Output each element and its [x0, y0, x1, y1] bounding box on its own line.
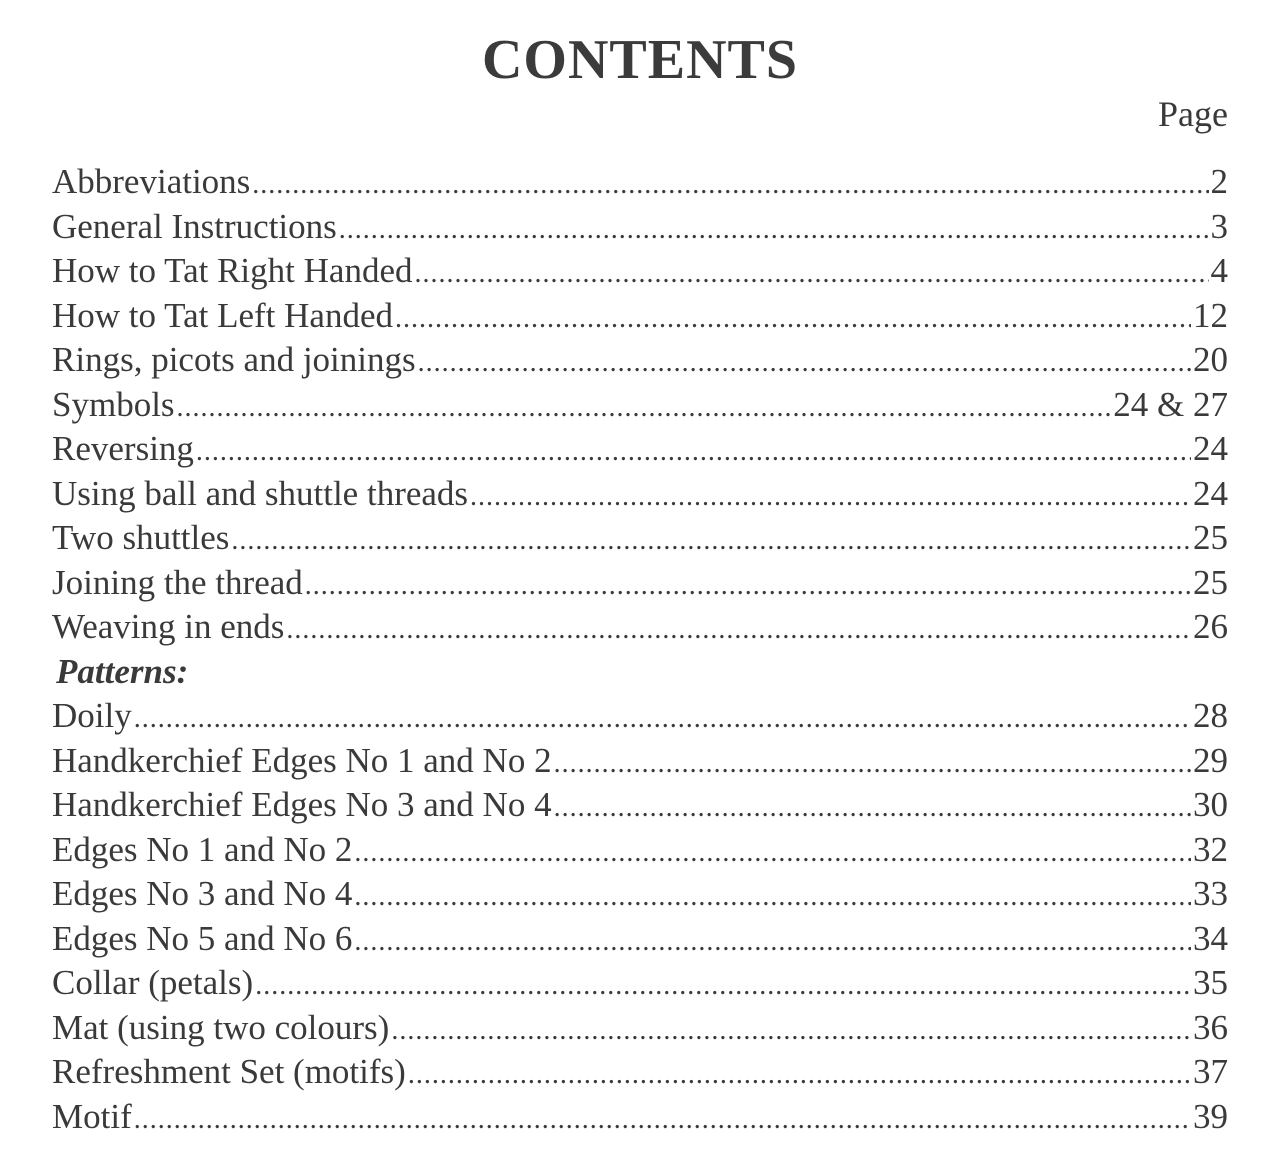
table-of-contents — [52, 160, 1228, 1139]
toc-entry-label: Motif — [52, 1096, 132, 1136]
dot-leader — [354, 920, 1191, 965]
toc-entry-label: Doily — [52, 696, 132, 735]
toc-entry-label: Joining the thread — [52, 562, 303, 602]
dot-leader — [554, 786, 1191, 831]
toc-entry-page-number: 12 — [1193, 295, 1228, 335]
toc-entry-label: Using ball and shuttle threads — [52, 473, 469, 513]
toc-entry — [52, 160, 1228, 205]
toc-entry-page-number: 37 — [1193, 1052, 1228, 1091]
dot-leader — [391, 1009, 1191, 1054]
toc-entry — [52, 1050, 1228, 1095]
toc-entry-page-number: 33 — [1193, 874, 1228, 913]
toc-entry — [52, 694, 1228, 739]
toc-entry-page-number: 39 — [1193, 1096, 1228, 1136]
toc-entry-page-number: 24 — [1193, 429, 1228, 468]
toc-entry-page-number: 35 — [1193, 963, 1228, 1002]
toc-entry-label: Collar (petals) — [52, 963, 254, 1002]
toc-entry-page-number: 4 — [1210, 251, 1228, 290]
toc-entry — [52, 1095, 1228, 1140]
toc-entry-label: Mat (using two colours) — [52, 1007, 390, 1047]
toc-entry — [52, 961, 1228, 1006]
dot-leader — [408, 1053, 1191, 1098]
toc-entry — [52, 383, 1228, 428]
toc-entry-label: Handkerchief Edges No 3 and No 4 — [52, 785, 552, 824]
general-entries — [52, 160, 1228, 650]
toc-entry-page-number: 25 — [1193, 562, 1228, 602]
toc-entry-page-number: 24 — [1193, 473, 1228, 513]
toc-entry-page-number: 28 — [1193, 696, 1228, 735]
toc-entry — [52, 516, 1228, 561]
toc-entry-page-number: 29 — [1193, 740, 1228, 780]
dot-leader — [231, 519, 1191, 564]
toc-entry-label: Rings, picots and joinings — [52, 340, 416, 379]
dot-leader — [177, 386, 1112, 431]
toc-entry-label: Weaving in ends — [52, 607, 285, 646]
toc-entry — [52, 338, 1228, 383]
toc-entry — [52, 561, 1228, 606]
toc-entry-label: Two shuttles — [52, 518, 230, 557]
toc-entry — [52, 427, 1228, 472]
dot-leader — [134, 697, 1191, 742]
toc-entry — [52, 249, 1228, 294]
toc-entry-page-number: 30 — [1193, 785, 1228, 824]
dot-leader — [395, 297, 1191, 342]
toc-entry — [52, 1006, 1228, 1051]
toc-entry-page-number: 25 — [1193, 518, 1228, 557]
toc-entry-page-number: 20 — [1193, 340, 1228, 379]
toc-entry-label: Edges No 3 and No 4 — [52, 874, 353, 913]
dot-leader — [554, 742, 1191, 787]
toc-entry — [52, 828, 1228, 873]
dot-leader — [354, 831, 1191, 876]
dot-leader — [339, 208, 1209, 253]
dot-leader — [354, 875, 1191, 920]
dot-leader — [255, 964, 1191, 1009]
dot-leader — [418, 341, 1191, 386]
toc-entry-label: How to Tat Left Handed — [52, 295, 393, 335]
toc-entry-page-number: 3 — [1210, 206, 1228, 246]
toc-entry-page-number: 36 — [1193, 1007, 1228, 1047]
toc-entry-label: Symbols — [52, 384, 175, 424]
toc-entry-label: Edges No 1 and No 2 — [52, 829, 353, 869]
toc-entry-page-number: 24 & 27 — [1113, 384, 1228, 424]
toc-entry-page-number: 26 — [1193, 607, 1228, 646]
toc-entry — [52, 605, 1228, 650]
toc-entry-label: Handkerchief Edges No 1 and No 2 — [52, 740, 552, 780]
toc-entry-page-number: 34 — [1193, 918, 1228, 958]
dot-leader — [134, 1098, 1191, 1143]
dot-leader — [414, 252, 1208, 297]
toc-entry-label: General Instructions — [52, 206, 337, 246]
dot-leader — [196, 430, 1191, 475]
dot-leader — [252, 163, 1208, 208]
pattern-entries — [52, 694, 1228, 1139]
toc-entry-label: How to Tat Right Handed — [52, 251, 413, 290]
toc-entry — [52, 739, 1228, 784]
dot-leader — [305, 564, 1191, 609]
page-title: CONTENTS — [481, 29, 799, 91]
patterns-heading: Patterns: — [56, 651, 189, 691]
toc-entry-page-number: 2 — [1210, 162, 1228, 201]
toc-entry-page-number: 32 — [1193, 829, 1228, 869]
dot-leader — [470, 475, 1191, 520]
toc-entry-label: Abbreviations — [52, 162, 251, 201]
toc-entry — [52, 917, 1228, 962]
toc-entry — [52, 472, 1228, 517]
page-column-label: Page — [1158, 94, 1228, 134]
toc-entry-label: Refreshment Set (motifs) — [52, 1052, 406, 1091]
dot-leader — [286, 608, 1191, 653]
toc-entry-label: Edges No 5 and No 6 — [52, 918, 353, 958]
toc-entry — [52, 872, 1228, 917]
toc-entry — [52, 205, 1228, 250]
toc-entry — [52, 294, 1228, 339]
toc-entry-label: Reversing — [52, 429, 194, 468]
toc-entry — [52, 783, 1228, 828]
